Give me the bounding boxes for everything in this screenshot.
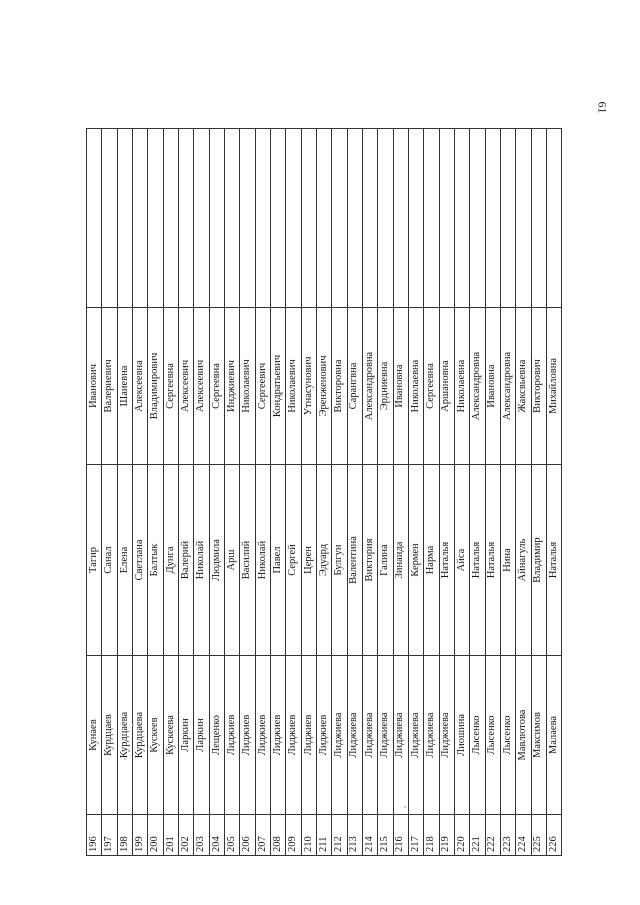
table-row: [439, 129, 454, 856]
surname-cell: Лиджиева: [439, 656, 454, 815]
table-row: [485, 129, 500, 856]
surname-cell: Лысенко: [470, 656, 485, 815]
empty-cell: [178, 129, 193, 308]
row-number-cell: 217: [408, 815, 423, 856]
first-name-cell: Виктория: [362, 465, 377, 656]
patronymic-cell: Инджиевич: [224, 308, 239, 465]
surname-cell: Ларкин: [194, 656, 209, 815]
surname-cell: Кунаев: [87, 656, 102, 815]
surname-cell: Лиджиев: [301, 656, 316, 815]
first-name-cell: Владимир: [531, 465, 546, 656]
row-number-cell: 199: [132, 815, 147, 856]
row-number-cell: 200: [148, 815, 163, 856]
surname-cell: Ларкин: [178, 656, 193, 815]
first-name-cell: Василий: [240, 465, 255, 656]
scan-speck: [132, 724, 134, 726]
first-name-cell: Галина: [378, 465, 393, 656]
first-name-cell: Эдуард: [316, 465, 331, 656]
table-row: [270, 129, 285, 856]
first-name-cell: Наталья: [470, 465, 485, 656]
patronymic-cell: Михайловна: [546, 308, 561, 465]
empty-cell: [209, 129, 224, 308]
patronymic-cell: Николаевна: [408, 308, 423, 465]
surname-cell: Лиджиева: [393, 656, 408, 815]
table-row: [546, 129, 561, 856]
patronymic-cell: Кондратьевич: [270, 308, 285, 465]
empty-cell: [439, 129, 454, 308]
surname-cell: Лысенко: [500, 656, 515, 815]
row-number-cell: 205: [224, 815, 239, 856]
surname-cell: Лиджиев: [240, 656, 255, 815]
surname-cell: Лиджиева: [347, 656, 362, 815]
surname-cell: Лиджиева: [424, 656, 439, 815]
table-row: [424, 129, 439, 856]
patronymic-cell: Алексеевич: [194, 308, 209, 465]
roster-table: [86, 128, 562, 856]
empty-cell: [316, 129, 331, 308]
first-name-cell: Балтык: [148, 465, 163, 656]
empty-cell: [546, 129, 561, 308]
empty-cell: [102, 129, 117, 308]
surname-cell: Лиджиева: [378, 656, 393, 815]
surname-cell: Лиджиев: [255, 656, 270, 815]
row-number-cell: 215: [378, 815, 393, 856]
table-row: [516, 129, 531, 856]
row-number-cell: 198: [117, 815, 132, 856]
table-row: [163, 129, 178, 856]
empty-cell: [286, 129, 301, 308]
row-number-cell: 196: [87, 815, 102, 856]
patronymic-cell: Ивановна: [485, 308, 500, 465]
first-name-cell: Павел: [270, 465, 285, 656]
first-name-cell: Людмила: [209, 465, 224, 656]
empty-cell: [148, 129, 163, 308]
table-row: [378, 129, 393, 856]
row-number-cell: 212: [332, 815, 347, 856]
table-row: [408, 129, 423, 856]
patronymic-cell: Жаксвьевна: [516, 308, 531, 465]
patronymic-cell: Валериевич: [102, 308, 117, 465]
scan-speck: [404, 806, 406, 808]
patronymic-cell: Шаиевна: [117, 308, 132, 465]
first-name-cell: Валентина: [347, 465, 362, 656]
table-row: [194, 129, 209, 856]
first-name-cell: Нарма: [424, 465, 439, 656]
empty-cell: [424, 129, 439, 308]
surname-cell: Лиджиев: [286, 656, 301, 815]
row-number-cell: 207: [255, 815, 270, 856]
patronymic-cell: Сергеевич: [255, 308, 270, 465]
row-number-cell: 219: [439, 815, 454, 856]
table-row: [362, 129, 377, 856]
page-number: 61: [595, 101, 610, 114]
patronymic-cell: Алексеевна: [132, 308, 147, 465]
surname-cell: Курдцаева: [117, 656, 132, 815]
table-row: [316, 129, 331, 856]
table-row: [117, 129, 132, 856]
row-number-cell: 211: [316, 815, 331, 856]
empty-cell: [362, 129, 377, 308]
table-row: [87, 129, 102, 856]
first-name-cell: Валерий: [178, 465, 193, 656]
table-row: [132, 129, 147, 856]
patronymic-cell: Николаевна: [454, 308, 469, 465]
empty-cell: [378, 129, 393, 308]
empty-cell: [240, 129, 255, 308]
empty-cell: [393, 129, 408, 308]
patronymic-cell: Александровна: [470, 308, 485, 465]
empty-cell: [132, 129, 147, 308]
surname-cell: Лиджиев: [224, 656, 239, 815]
patronymic-cell: Сарангвна: [347, 308, 362, 465]
table-row: [500, 129, 515, 856]
first-name-cell: Арш: [224, 465, 239, 656]
table-row: [178, 129, 193, 856]
first-name-cell: Церен: [301, 465, 316, 656]
first-name-cell: Наталья: [439, 465, 454, 656]
row-number-cell: 221: [470, 815, 485, 856]
row-number-cell: 224: [516, 815, 531, 856]
first-name-cell: Николай: [194, 465, 209, 656]
row-number-cell: 220: [454, 815, 469, 856]
empty-cell: [270, 129, 285, 308]
surname-cell: Курдцаев: [102, 656, 117, 815]
empty-cell: [194, 129, 209, 308]
surname-cell: Лиошина: [454, 656, 469, 815]
surname-cell: Лещенко: [209, 656, 224, 815]
row-number-cell: 216: [393, 815, 408, 856]
first-name-cell: Сергей: [286, 465, 301, 656]
surname-cell: Курдцаева: [132, 656, 147, 815]
table-row: [286, 129, 301, 856]
row-number-cell: 204: [209, 815, 224, 856]
table-row: [454, 129, 469, 856]
patronymic-cell: Аршановна: [439, 308, 454, 465]
first-name-cell: Наталья: [485, 465, 500, 656]
table-row: [240, 129, 255, 856]
table-row: [209, 129, 224, 856]
first-name-cell: Айнагуль: [516, 465, 531, 656]
first-name-cell: Нина: [500, 465, 515, 656]
patronymic-cell: Сергеевна: [424, 308, 439, 465]
patronymic-cell: Иванович: [87, 308, 102, 465]
empty-cell: [516, 129, 531, 308]
first-name-cell: Дунга: [163, 465, 178, 656]
patronymic-cell: Викторовна: [332, 308, 347, 465]
patronymic-cell: Утнасунович: [301, 308, 316, 465]
row-number-cell: 222: [485, 815, 500, 856]
table-row: [393, 129, 408, 856]
surname-cell: Лиджиев: [270, 656, 285, 815]
row-number-cell: 214: [362, 815, 377, 856]
surname-cell: Кускеева: [163, 656, 178, 815]
row-number-cell: 197: [102, 815, 117, 856]
surname-cell: Лиджиева: [332, 656, 347, 815]
first-name-cell: Булгун: [332, 465, 347, 656]
patronymic-cell: Эренженович: [316, 308, 331, 465]
empty-cell: [454, 129, 469, 308]
row-number-cell: 226: [546, 815, 561, 856]
row-number-cell: 218: [424, 815, 439, 856]
surname-cell: Малаева: [546, 656, 561, 815]
row-number-cell: 223: [500, 815, 515, 856]
table-row: [255, 129, 270, 856]
first-name-cell: Тагир: [87, 465, 102, 656]
surname-cell: Максимов: [531, 656, 546, 815]
empty-cell: [163, 129, 178, 308]
table-row: [148, 129, 163, 856]
patronymic-cell: Викторович: [531, 308, 546, 465]
patronymic-cell: Эрдниевна: [378, 308, 393, 465]
scan-speck: [124, 758, 126, 760]
first-name-cell: Айса: [454, 465, 469, 656]
empty-cell: [87, 129, 102, 308]
empty-cell: [408, 129, 423, 308]
row-number-cell: 202: [178, 815, 193, 856]
surname-cell: Лиджиева: [362, 656, 377, 815]
patronymic-cell: Александровна: [362, 308, 377, 465]
roster-table-body: [87, 129, 562, 856]
patronymic-cell: Владимирович: [148, 308, 163, 465]
row-number-cell: 206: [240, 815, 255, 856]
rotated-table-container: [86, 128, 562, 856]
patronymic-cell: Алексеевич: [178, 308, 193, 465]
empty-cell: [224, 129, 239, 308]
table-row: [301, 129, 316, 856]
first-name-cell: Елена: [117, 465, 132, 656]
first-name-cell: Наталья: [546, 465, 561, 656]
empty-cell: [531, 129, 546, 308]
surname-cell: Лиджиева: [408, 656, 423, 815]
empty-cell: [117, 129, 132, 308]
table-row: [224, 129, 239, 856]
empty-cell: [301, 129, 316, 308]
empty-cell: [255, 129, 270, 308]
patronymic-cell: Николаевич: [240, 308, 255, 465]
surname-cell: Лысенко: [485, 656, 500, 815]
first-name-cell: Зинаида: [393, 465, 408, 656]
first-name-cell: Светлана: [132, 465, 147, 656]
surname-cell: Кускеев: [148, 656, 163, 815]
table-row: [332, 129, 347, 856]
table-row: [102, 129, 117, 856]
table-row: [470, 129, 485, 856]
surname-cell: Лиджиев: [316, 656, 331, 815]
empty-cell: [485, 129, 500, 308]
patronymic-cell: Николаевич: [286, 308, 301, 465]
row-number-cell: 225: [531, 815, 546, 856]
row-number-cell: 203: [194, 815, 209, 856]
empty-cell: [332, 129, 347, 308]
table-row: [347, 129, 362, 856]
surname-cell: Мавлютова: [516, 656, 531, 815]
patronymic-cell: Ивановна: [393, 308, 408, 465]
first-name-cell: Санал: [102, 465, 117, 656]
first-name-cell: Кермен: [408, 465, 423, 656]
empty-cell: [500, 129, 515, 308]
row-number-cell: 209: [286, 815, 301, 856]
row-number-cell: 208: [270, 815, 285, 856]
table-row: [531, 129, 546, 856]
patronymic-cell: Сергеевна: [163, 308, 178, 465]
patronymic-cell: Сергеевна: [209, 308, 224, 465]
patronymic-cell: Александровна: [500, 308, 515, 465]
empty-cell: [347, 129, 362, 308]
row-number-cell: 210: [301, 815, 316, 856]
first-name-cell: Николай: [255, 465, 270, 656]
empty-cell: [470, 129, 485, 308]
row-number-cell: 213: [347, 815, 362, 856]
row-number-cell: 201: [163, 815, 178, 856]
